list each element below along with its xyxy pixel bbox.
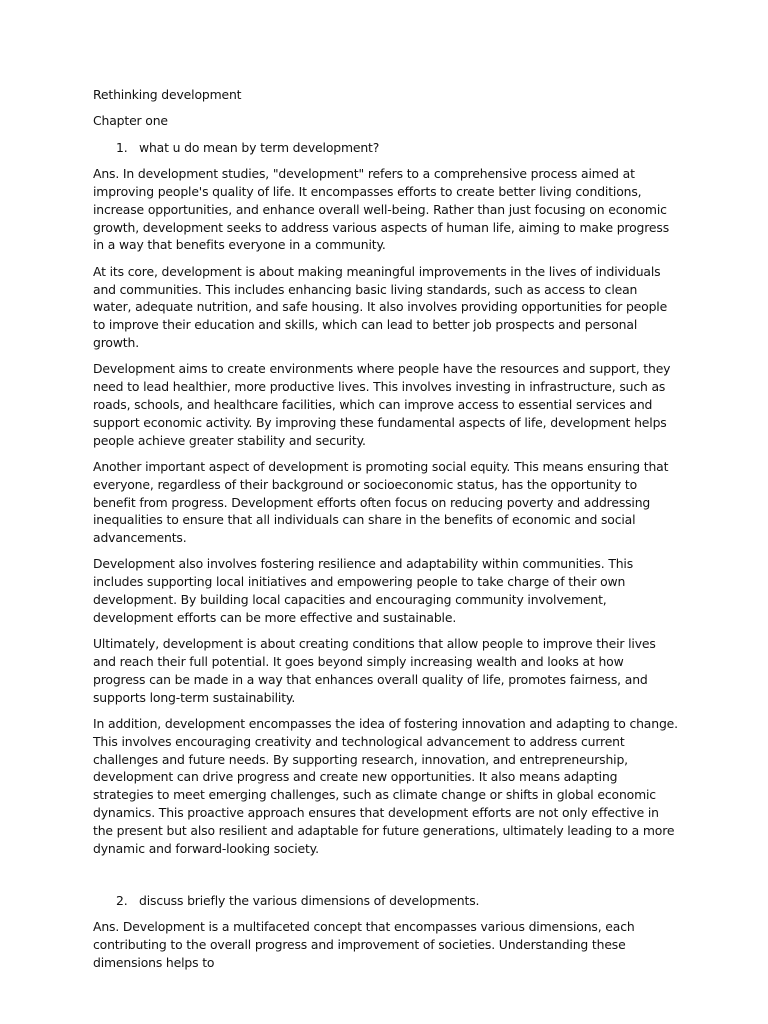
question-2-number: 2. <box>116 893 128 909</box>
document-title: Rethinking development <box>93 87 242 102</box>
answer-1-paragraph-7: In addition, development encompasses the idea of fostering innovation and adapting to change. This involves encouraging creativity and technological advancement to address current challenges and future needs. By supporting research, innovation, and entrepreneurship, development can drive progress and create new opportunities. It also means adapting strategies to meet emerging challenges, such as climate change or shifts in global economic dynamics. This proactive approach ensures that development efforts are not only effective in the present but also resilient and adaptable for future generations, ultimately leading to a more dynamic and forward-looking society. <box>93 716 678 856</box>
answer-1-paragraph-5: Development also involves fostering resilience and adaptability within communities. This includes supporting local initiatives and empowering people to take charge of their own development. By building local capacities and encouraging community involvement, development efforts can be more effective and sustainable. <box>93 556 634 625</box>
answer-1-paragraph-1: Ans. In development studies, "development" refers to a comprehensive process aimed at improving people's quality of life. It encompasses efforts to create better living conditions, increase opportunities, and enhance overall well-being. Rather than just focusing on economic growth, development seeks to address various aspects of human life, aiming to make progress in a way that benefits everyone in a community. <box>93 166 669 253</box>
chapter-heading: Chapter one <box>93 113 168 129</box>
answer-1-paragraph-2: At its core, development is about making meaningful improvements in the lives of individuals and communities. This includes enhancing basic living standards, such as access to clean water, adequate nutrition, and safe housing. It also involves providing opportunities for people to improve their education and skills, which can lead to better job prospects and personal growth. <box>93 263 668 350</box>
answer-1-paragraph-4: Another important aspect of development is promoting social equity. This means ensuring that everyone, regardless of their background or socioeconomic status, has the opportunity to benefit from progress. Development efforts often focus on reducing poverty and addressing inequalities to ensure that all individuals can share in the benefits of economic and social advancements. <box>93 458 669 546</box>
answer-2-paragraph-1: Ans. Development is a multifaceted concept that encompasses various dimensions, each contributing to the overall progress and improvement of societies. Understanding these dimensions helps to <box>93 919 635 970</box>
blank-line <box>93 866 678 892</box>
question-2 <box>93 892 678 910</box>
answer-1-paragraph-6: Ultimately, development is about creating conditions that allow people to improve their lives and reach their full potential. It goes beyond simply increasing wealth and looks at how progress can be made in a way that enhances overall quality of life, promotes fairness, and supports long-term sustainability. <box>93 636 656 705</box>
question-2-text: discuss briefly the various dimensions of developments. <box>139 893 480 909</box>
question-1-number: 1. <box>116 139 128 155</box>
question-1 <box>93 139 678 157</box>
answer-1-paragraph-3: Development aims to create environments where people have the resources and support, they need to lead healthier, more productive lives. This involves investing in infrastructure, such as roads, schools, and healthcare facilities, which can improve access to essential services and support economic activity. By improving these fundamental aspects of life, development helps people achieve greater stability and security. <box>93 361 671 448</box>
document-body <box>93 86 678 980</box>
question-1-text: what u do mean by term development? <box>139 139 380 155</box>
